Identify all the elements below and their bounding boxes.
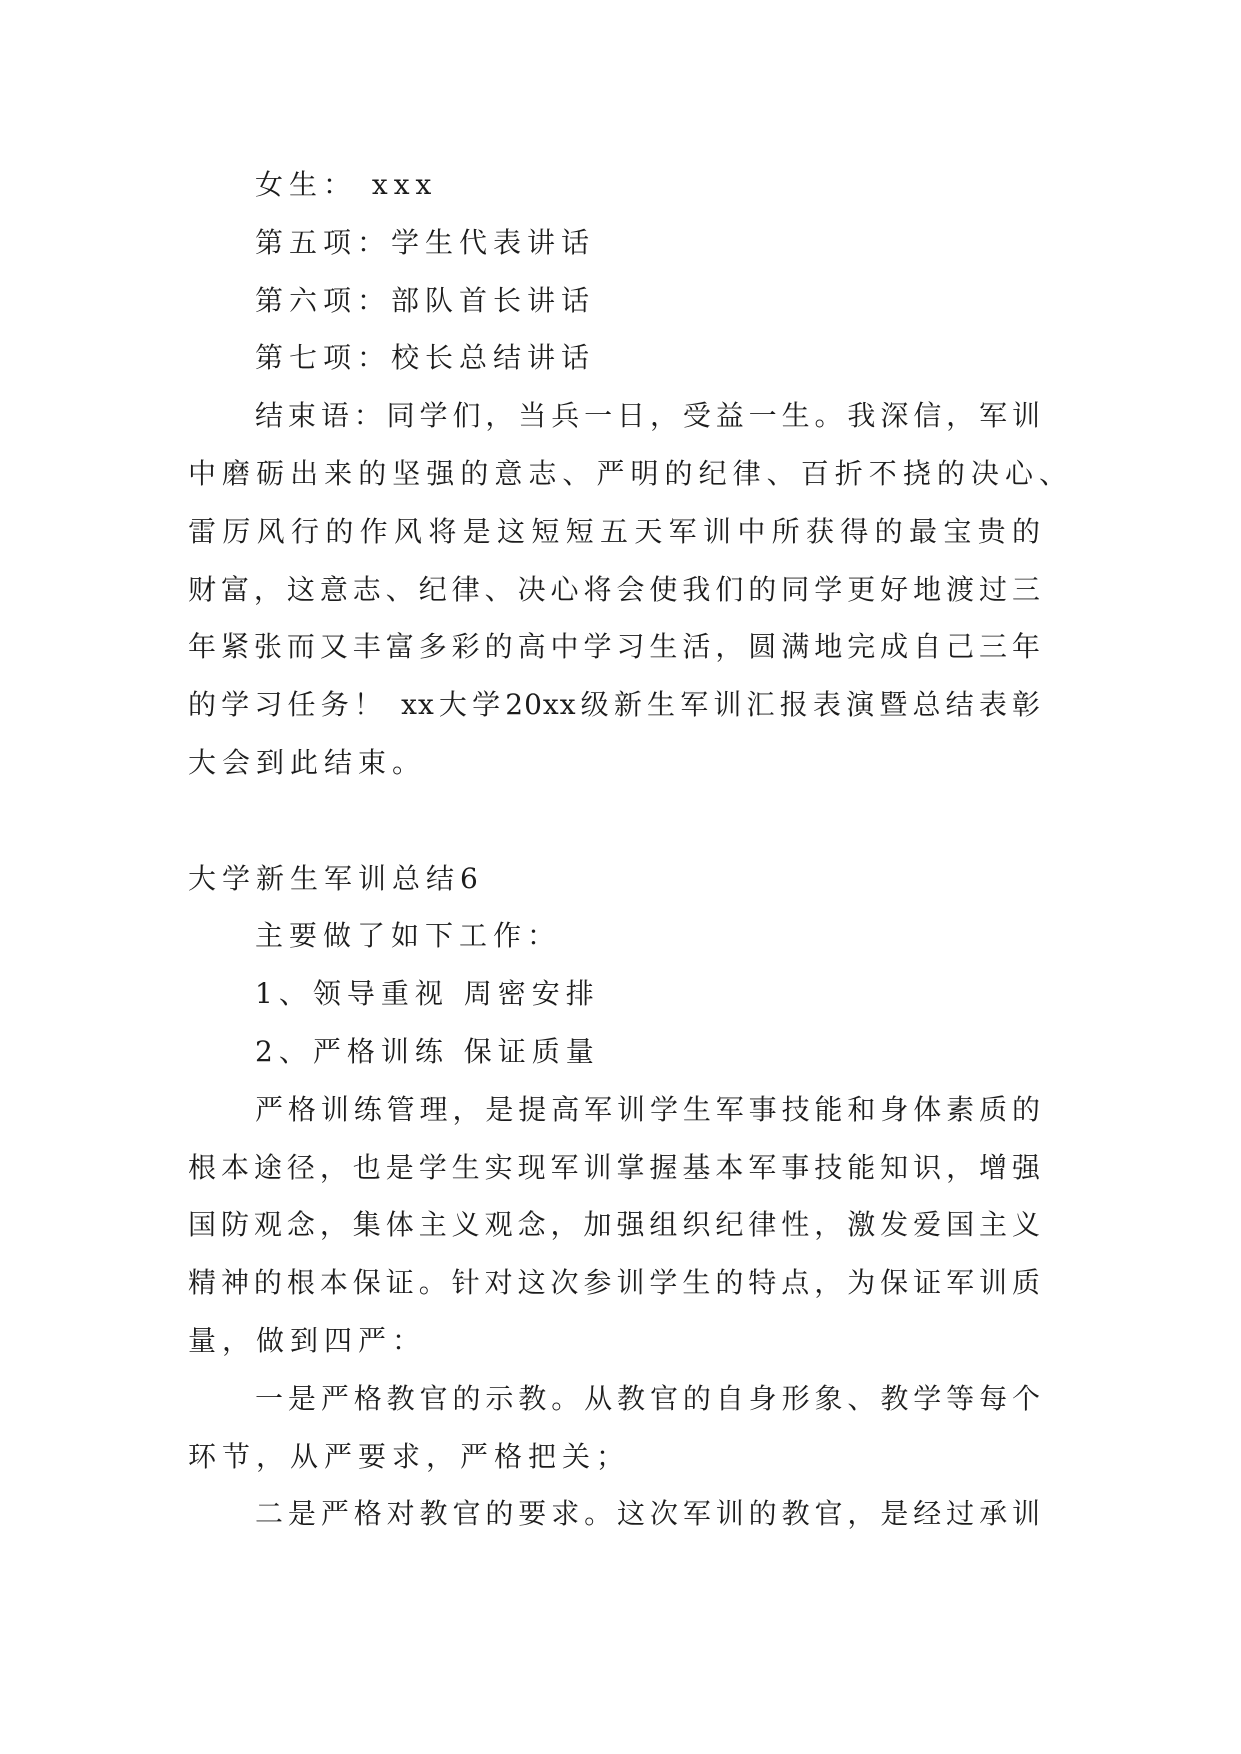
text-line: 根本途径，也是学生实现军训掌握基本军事技能知识，增强 <box>188 1150 1041 1184</box>
text-line: 量，做到四严： <box>188 1323 427 1357</box>
text-line: 的学习任务！ xx大学20xx级新生军训汇报表演暨总结表彰 <box>188 688 1041 722</box>
text-line: 环节，从严要求，严格把关； <box>188 1439 631 1473</box>
text-line: 一是严格教官的示教。从教官的自身形象、教学等每个 <box>255 1381 1041 1415</box>
text-line: 大会到此结束。 <box>188 745 427 779</box>
section-heading: 大学新生军训总结6 <box>188 861 484 895</box>
text-line: 严格训练管理，是提高军训学生军事技能和身体素质的 <box>255 1092 1041 1126</box>
text-line: 主要做了如下工作： <box>255 919 562 953</box>
text-line: 中磨砺出来的坚强的意志、严明的纪律、百折不挠的决心、 <box>188 456 1068 490</box>
text-line: 雷厉风行的作风将是这短短五天军训中所获得的最宝贵的 <box>188 514 1041 548</box>
text-line: 财富，这意志、纪律、决心将会使我们的同学更好地渡过三 <box>188 572 1041 606</box>
text-line: 国防观念，集体主义观念，加强组织纪律性，激发爱国主义 <box>188 1208 1041 1242</box>
text-line: 第七项：校长总结讲话 <box>255 341 596 375</box>
text-line: 第五项：学生代表讲话 <box>255 225 596 259</box>
text-line: 精神的根本保证。针对这次参训学生的特点，为保证军训质 <box>188 1266 1041 1300</box>
paragraph-gap <box>188 792 1041 850</box>
text-line: 结束语：同学们，当兵一日，受益一生。我深信，军训 <box>255 399 1041 433</box>
text-line: 二是严格对教官的要求。这次军训的教官，是经过承训 <box>255 1497 1041 1531</box>
text-line: 年紧张而又丰富多彩的高中学习生活，圆满地完成自己三年 <box>188 630 1041 664</box>
text-line: 1、领导重视 周密安排 <box>255 977 600 1011</box>
text-line: 女生： xxx <box>255 168 438 201</box>
text-line: 2、严格训练 保证质量 <box>255 1034 600 1068</box>
text-line: 第六项：部队首长讲话 <box>255 283 596 317</box>
document-body <box>188 156 1068 1543</box>
